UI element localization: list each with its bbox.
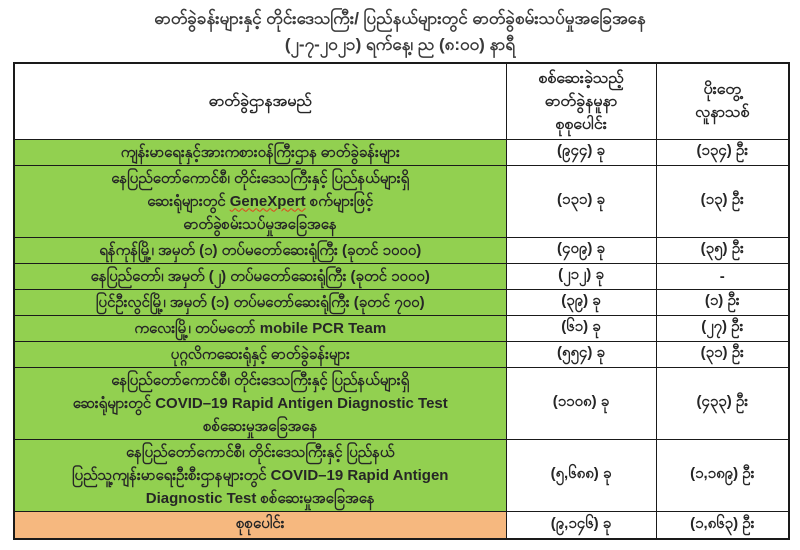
positives-cell: (၄၃၃) ဦး (656, 367, 789, 439)
samples-cell: (၁၃၁) ခု (506, 165, 656, 237)
lab-name-cell: နေပြည်တော်ကောင်စီ၊ တိုင်းဒေသကြီးနှင့် ပြည်နယ်များရှိ ဆေးရုံများတွင် COVID–19 Rapid Antigen Diagnostic Test စစ်ဆေးမှုအခြေအနေ (14, 367, 506, 439)
positives-cell: (၁၃၄) ဦး (656, 139, 789, 165)
positives-cell: (၃၁) ဦး (656, 341, 789, 367)
positives-cell: (၂၇) ဦး (656, 315, 789, 341)
table-header-row (14, 63, 789, 139)
samples-cell: (၅၅၄) ခု (506, 341, 656, 367)
table-row (14, 165, 789, 237)
lab-name-cell: ပုဂ္ဂလိကဆေးရုံနှင့် ဓာတ်ခွဲခန်းများ (14, 341, 506, 367)
lab-name-cell: နေပြည်တော်၊ အမှတ် (၂) တပ်မတော်ဆေးရုံကြီး (ခုတင် ၁၀၀၀) (14, 263, 506, 289)
samples-cell: (၅,၆၈၈) ခု (506, 439, 656, 511)
report-title-line2: (၂-၇-၂၀၂၁) ရက်နေ့၊ ည (၈:၀၀) နာရီ (284, 35, 516, 54)
column-header-lab-name-label: ဓာတ်ခွဲဌာနအမည် (208, 92, 312, 110)
samples-cell: (၆၁) ခု (506, 315, 656, 341)
positives-cell: - (656, 263, 789, 289)
samples-cell: (၃၉) ခု (506, 289, 656, 315)
table-row (14, 289, 789, 315)
total-label-cell: စုစုပေါင်း (14, 511, 506, 539)
table-row (14, 263, 789, 289)
column-header-lab-name (14, 63, 506, 139)
total-row (14, 511, 789, 539)
report-title (0, 0, 800, 58)
positives-cell: (၁) ဦး (656, 289, 789, 315)
samples-cell: (၄၀၉) ခု (506, 237, 656, 263)
lab-name-cell: ပြင်ဦးလွင်မြို့၊ အမှတ် (၁) တပ်မတော်ဆေးရုံကြီး (ခုတင် ၇၀၀) (14, 289, 506, 315)
table-row (14, 367, 789, 439)
lab-name-cell: နေပြည်တော်ကောင်စီ၊ တိုင်းဒေသကြီးနှင့် ပြည်နယ်များရှိ ဆေးရုံများတွင် GeneXpert စက်များဖြင့် ဓာတ်ခွဲစမ်းသပ်မှုအခြေအနေ (14, 165, 506, 237)
positives-cell: (၃၅) ဦး (656, 237, 789, 263)
total-samples-cell: (၉,၁၄၆) ခု (506, 511, 656, 539)
positives-cell: (၁၃) ဦး (656, 165, 789, 237)
table-row (14, 139, 789, 165)
table-row (14, 439, 789, 511)
table-row (14, 315, 789, 341)
table-row (14, 237, 789, 263)
lab-testing-table (13, 62, 790, 540)
lab-name-cell: ကျန်းမာရေးနှင့်အားကစားဝန်ကြီးဌာန ဓာတ်ခွဲခန်းများ (14, 139, 506, 165)
samples-cell: (၂၁၂) ခု (506, 263, 656, 289)
report-title-line1: ဓာတ်ခွဲခန်းများနှင့် တိုင်းဒေသကြီး/ ပြည်နယ်များတွင် ဓာတ်ခွဲစမ်းသပ်မှုအခြေအနေ (154, 9, 646, 28)
total-positives-cell: (၁,၈၆၃) ဦး (656, 511, 789, 539)
samples-cell: (၉၄၄) ခု (506, 139, 656, 165)
table-row (14, 341, 789, 367)
lab-name-cell: နေပြည်တော်ကောင်စီ၊ တိုင်းဒေသကြီးနှင့် ပြည်နယ် ပြည်သူ့ကျန်းမာရေးဦးစီးဌာနများတွင် COVID–19 Rapid Antigen Diagnostic Test စစ်ဆေးမှုအခြေအနေ (14, 439, 506, 511)
genexpert-brand-misspelled: GeneXpert (229, 192, 306, 210)
column-header-positives: ပိုးတွေ့ လူနာသစ် (656, 63, 789, 139)
positives-cell: (၁,၁၈၉) ဦး (656, 439, 789, 511)
lab-name-cell: ရန်ကုန်မြို့၊ အမှတ် (၁) တပ်မတော်ဆေးရုံကြီး (ခုတင် ၁၀၀၀) (14, 237, 506, 263)
samples-cell: (၁၁၀၈) ခု (506, 367, 656, 439)
lab-name-cell: ကလေးမြို့၊ တပ်မတော် mobile PCR Team (14, 315, 506, 341)
column-header-samples: စစ်ဆေးခဲ့သည့် ဓာတ်ခွဲနမူနာ စုစုပေါင်း (506, 63, 656, 139)
